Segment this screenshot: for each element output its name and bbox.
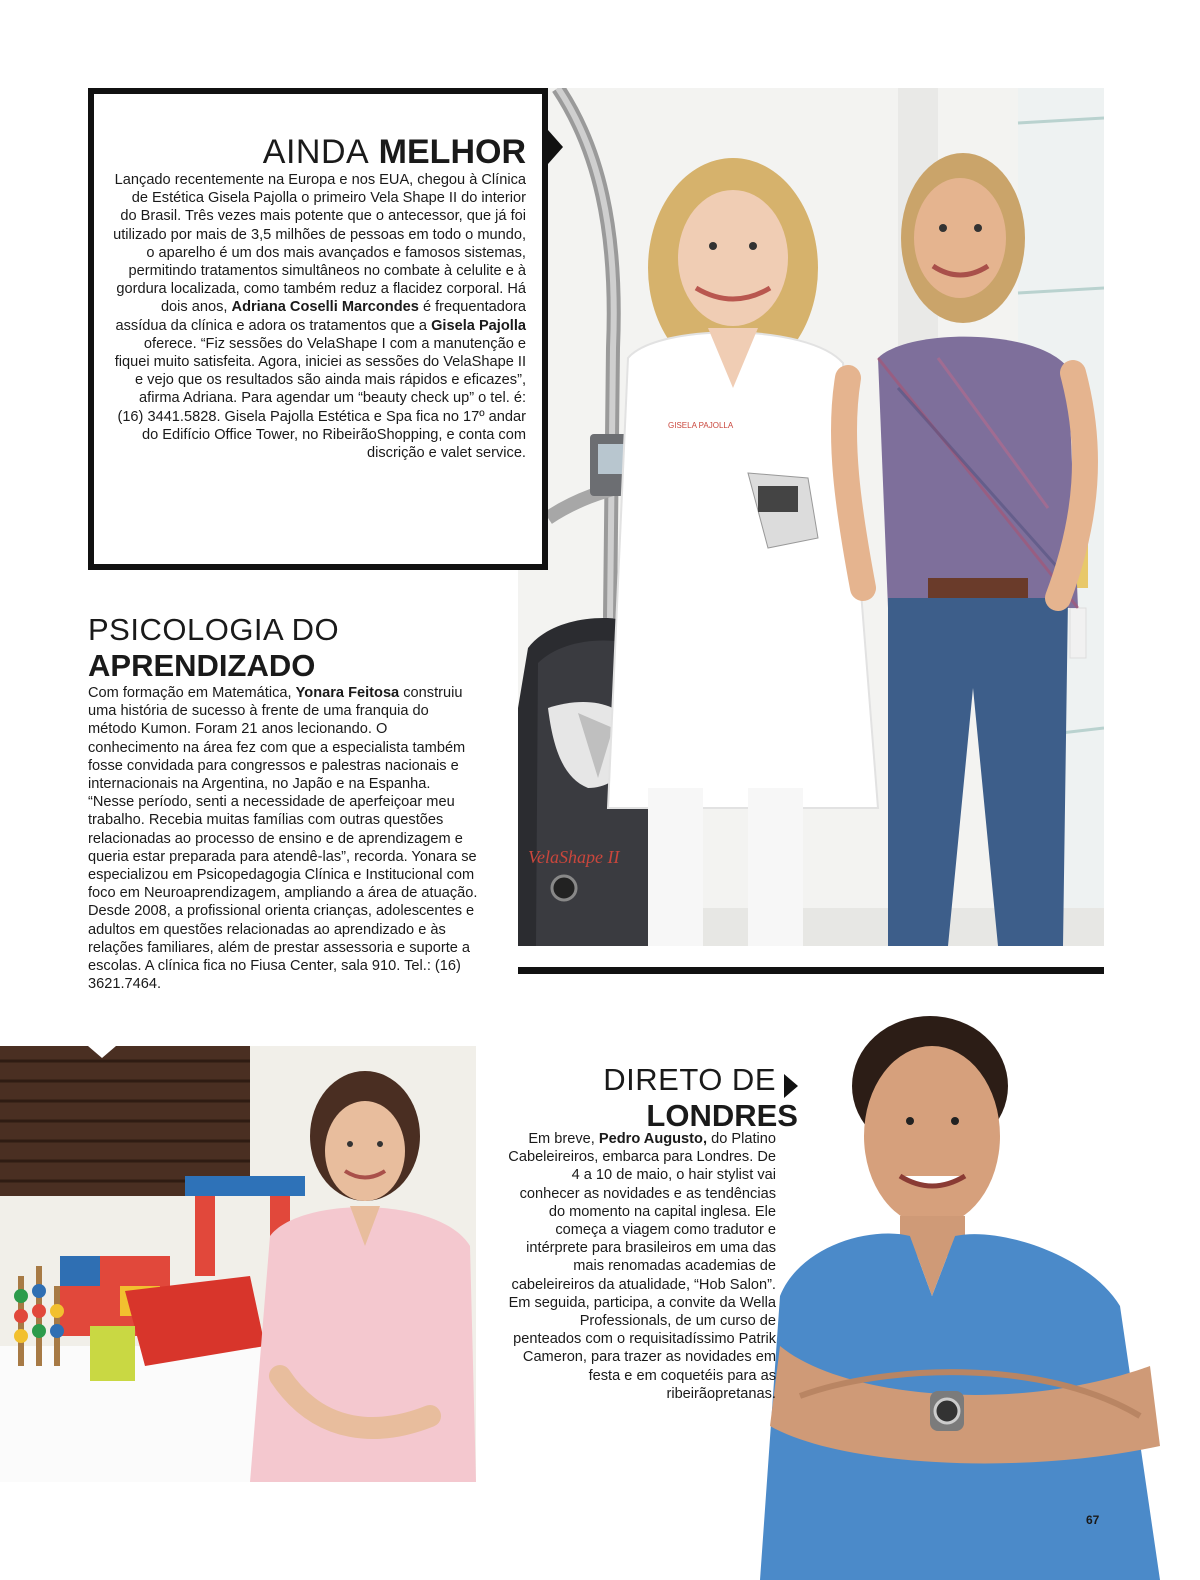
photo-yonara: [0, 1046, 476, 1482]
photo-clinic-women-illustration: [518, 88, 1104, 946]
psicologia-text-1: Com formação em Matemática,: [88, 685, 292, 701]
section-divider: [518, 967, 1104, 974]
psicologia-title-line1: PSICOLOGIA DO: [88, 612, 340, 647]
ainda-melhor-name-gisela: Gisela Pajolla: [431, 317, 526, 334]
device-brand-label: VelaShape II: [528, 847, 620, 867]
ainda-melhor-title-bold: MELHOR: [378, 133, 526, 171]
londres-title: [603, 1062, 798, 1134]
psicologia-text-2: construiu uma história de sucesso à frente de uma franquia do método Kumon. Foram 21 anos lecionando. O conhecimento na área fez com que a especialista também fosse convidada para congressos e palestras nacionais e internacionais na Argentina, no Japão e na Espanha. “Nesse período, senti a necessidade de aperfeiçoar meu trabalho. Recebia muitas famílias com outras questões relacionadas ao processo de ensino e de aprendizagem e queria estar preparada para atendê-las”, recorda. Yonara se especializou em Psicopedagogia Clínica e Institucional com foco em Neuroaprendizagem, ampliando a área de atuação. Desde 2008, a profissional orienta crianças, adolescentes e adultos em questões relacionadas ao aprendizado e às relações familiares, além de prestar assessoria e suporte a escolas. A clínica fica no Fiusa Center, sala 910. Tel.: (16) 3621.7464.: [88, 685, 478, 993]
ainda-melhor-body: [112, 171, 526, 462]
photo-clinic-women: [518, 88, 1104, 946]
londres-text-1: Em breve,: [528, 1131, 595, 1147]
psicologia-name-yonara: Yonara Feitosa: [295, 685, 400, 701]
photo-yonara-illustration: [0, 1046, 476, 1482]
londres-body: [508, 1130, 776, 1403]
ainda-melhor-title: [263, 132, 526, 172]
londres-title-line2: LONDRES: [646, 1098, 798, 1133]
ainda-melhor-box: [88, 88, 548, 570]
photo-pedro-illustration: [760, 996, 1180, 1580]
ainda-melhor-arrow-icon: [548, 130, 563, 164]
photo-yonara-notch-icon: [88, 1046, 116, 1058]
londres-text-2: do Platino Cabeleireiros, embarca para Londres. De 4 a 10 de maio, o hair stylist vai conhecer as novidades e as tendências do momento na capital inglesa. Ele começa a viagem como tradutor e intérprete para brasileiros em uma das mais renomadas academias de cabeleireiros da atualidade, “Hob Salon”. Em seguida, participa, a convite da Wella Professionals, de um curso de penteados com o requisitadíssimo Patrik Cameron, para trazer as novidades em festa e em coquetéis para as ribeirãopretanas.: [508, 1131, 776, 1402]
coat-logo-label: GISELA PAJOLLA: [668, 421, 734, 430]
londres-title-line1: DIRETO DE: [603, 1062, 776, 1097]
ainda-melhor-name-adriana: Adriana Coselli Marcondes: [231, 299, 419, 316]
ainda-melhor-text-3: oferece. “Fiz sessões do VelaShape I com a manutenção e fiquei muito satisfeita. Agora, iniciei as sessões do VelaShape II e vejo que os resultados são ainda mais rápidos e eficazes”, afirma Adriana. Para agendar um “beauty check up” o tel. é: (16) 3441.5828. Gisela Pajolla Estética e Spa fica no 17º andar do Edifício Office Tower, no RibeirãoShopping, e conta com discrição e valet service.: [114, 335, 526, 462]
ainda-melhor-text-1: Lançado recentemente na Europa e nos EUA, chegou à Clínica de Estética Gisela Pajolla o primeiro Vela Shape II do interior do Brasil. Três vezes mais potente que o antecessor, que já foi utilizado por mais de 3,5 milhões de pessoas em todo o mundo, o aparelho é um dos mais avançados e famosos sistemas, permitindo tratamentos simultâneos no combate à celulite e à gordura localizada, como também reduz a flacidez corporal. Há dois anos,: [113, 172, 526, 316]
psicologia-title: [88, 612, 339, 684]
page-number: 67: [1086, 1513, 1100, 1527]
psicologia-title-line2: APRENDIZADO: [88, 648, 316, 683]
londres-arrow-icon: [784, 1074, 798, 1098]
photo-pedro: [760, 996, 1180, 1580]
ainda-melhor-title-light: AINDA: [262, 133, 370, 171]
ainda-melhor-text-2: é frequentadora assídua da clínica e adora os tratamentos que a: [115, 299, 526, 334]
londres-name-pedro: Pedro Augusto,: [598, 1131, 708, 1147]
psicologia-body: [88, 684, 478, 993]
